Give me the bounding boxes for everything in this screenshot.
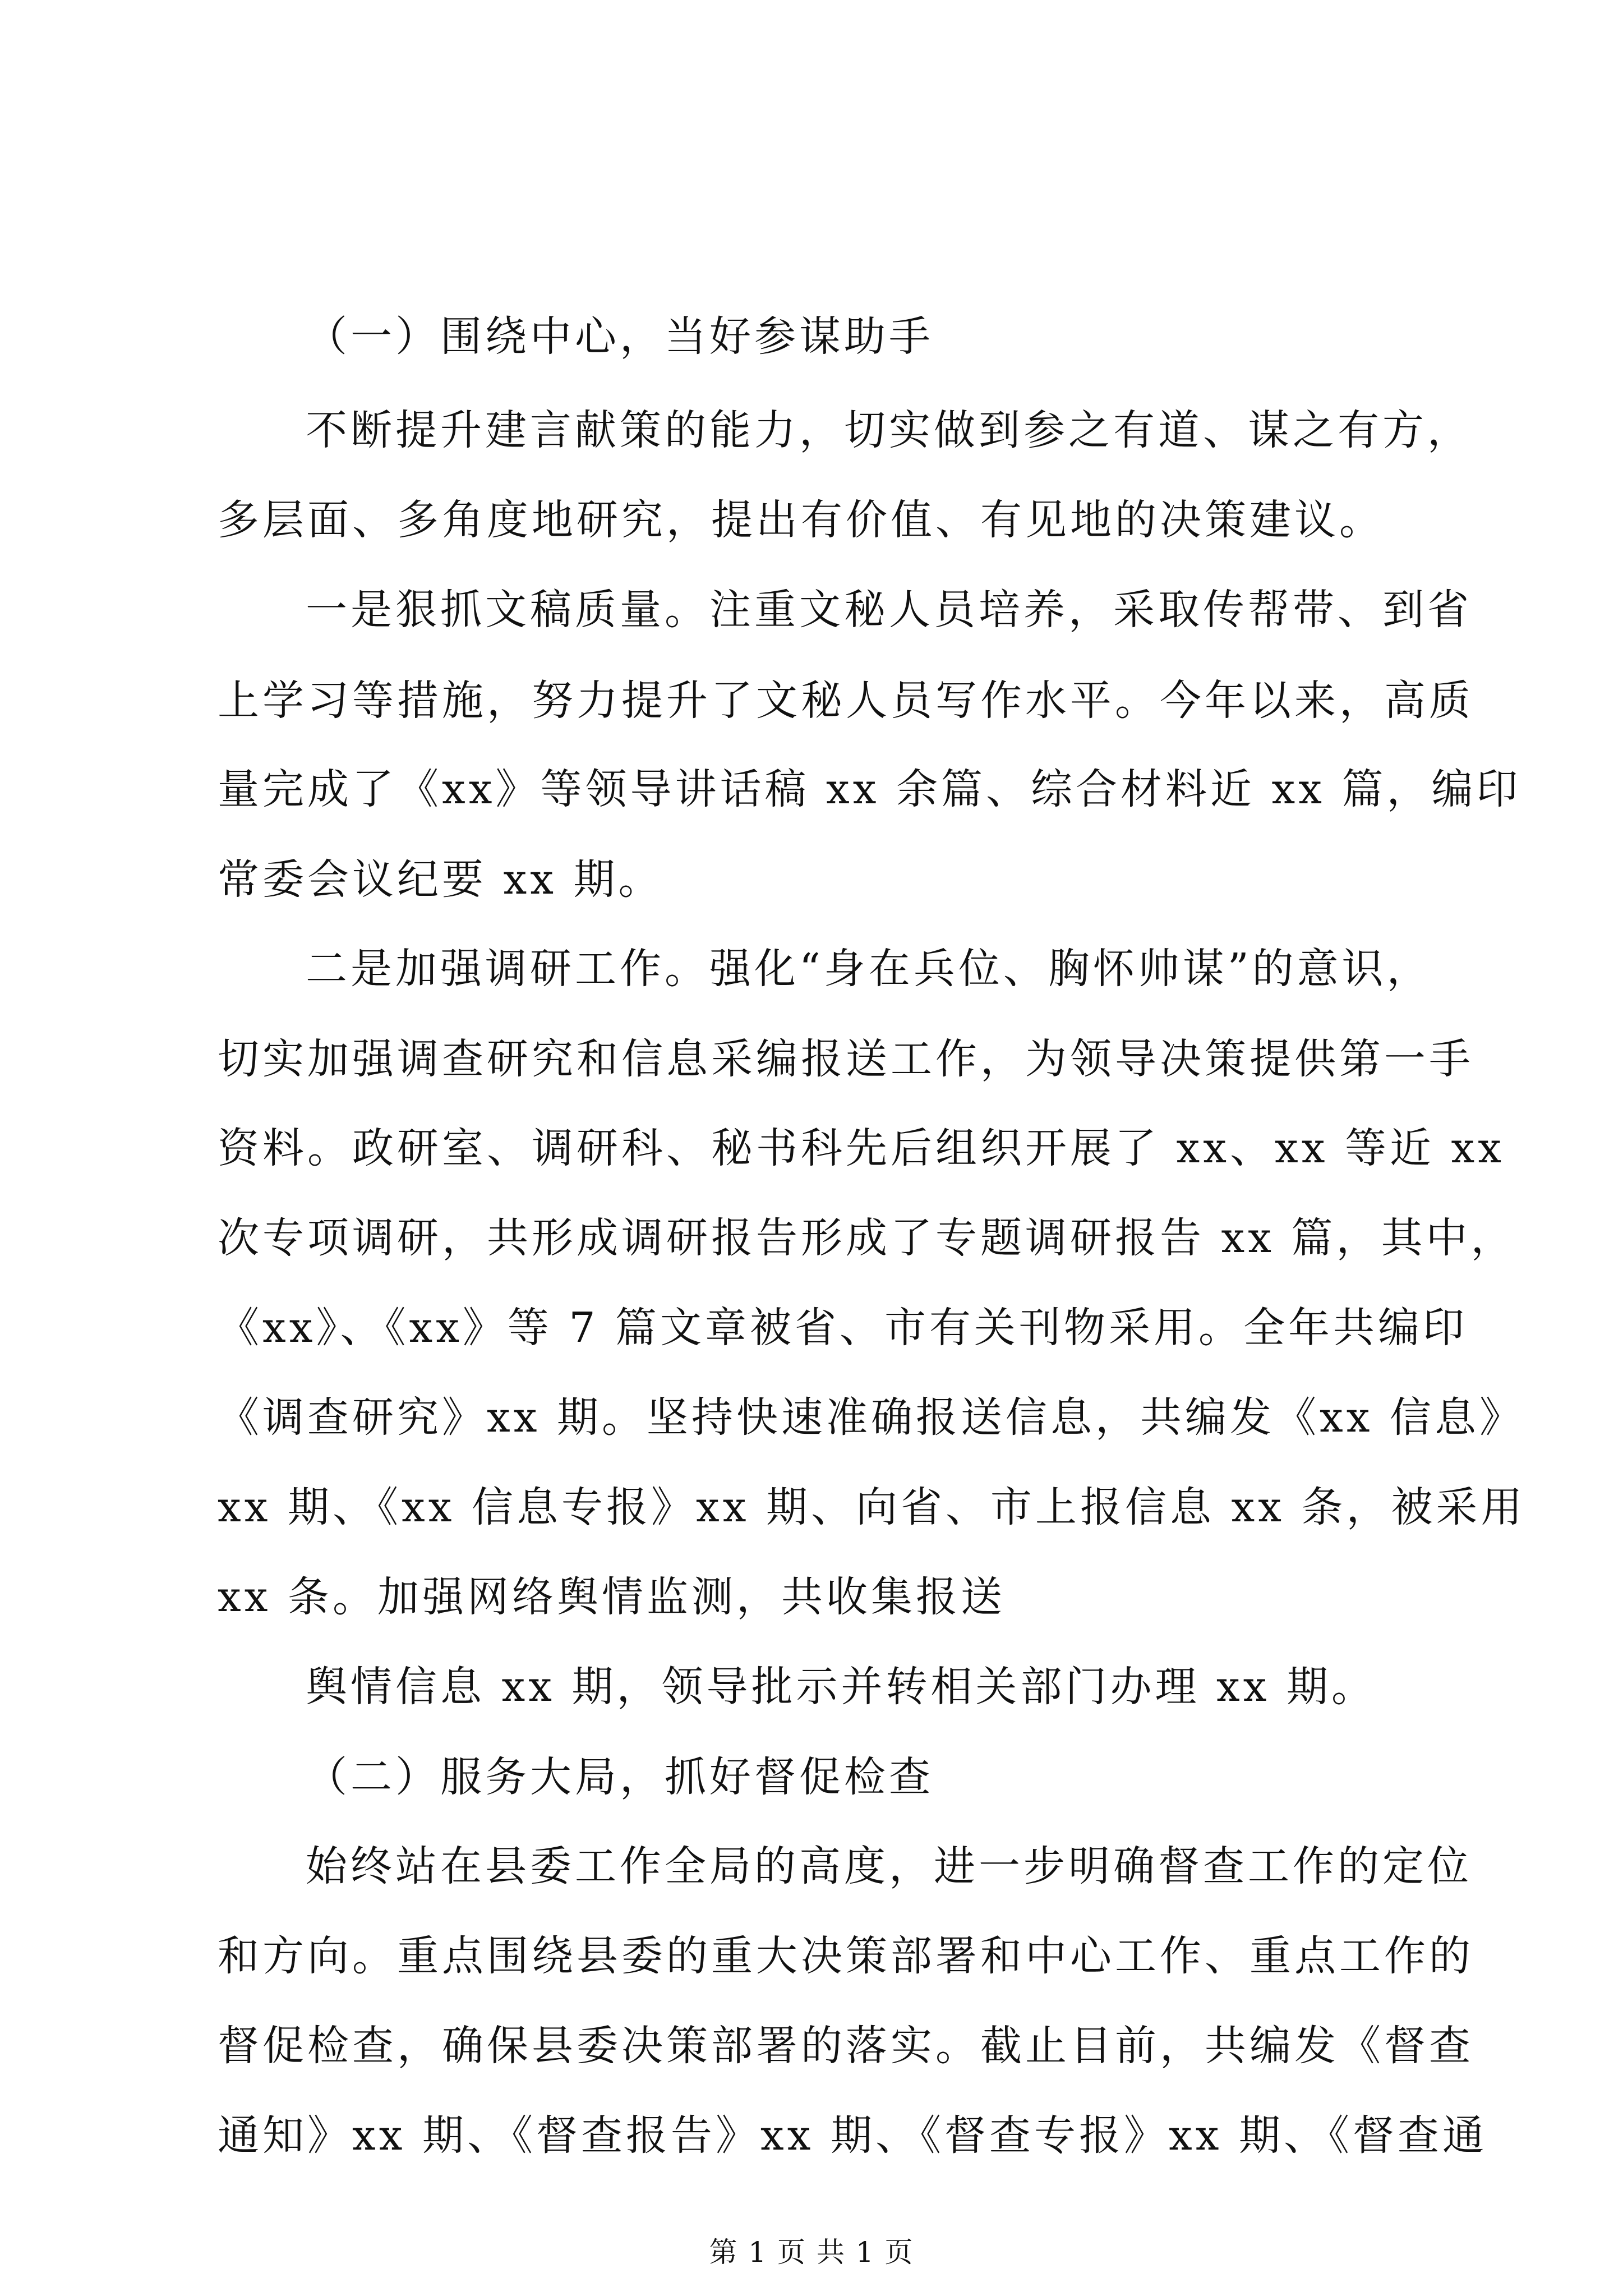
paragraph-line: 通知》xx 期、《督查报告》xx 期、《督查专报》xx 期、《督查通 — [218, 2111, 1487, 2160]
paragraph-line: 不断提升建言献策的能力，切实做到参之有道、谋之有方， — [306, 406, 1472, 454]
paragraph-line: 二是加强调研工作。强化“身在兵位、胸怀帅谋”的意识， — [306, 945, 1432, 993]
paragraph-line: 常委会议纪要 xx 期。 — [218, 855, 663, 904]
paragraph-line: 切实加强调查研究和信息采编报送工作，为领导决策提供第一手 — [218, 1035, 1474, 1083]
section-heading-2: （二）服务大局，抓好督促检查 — [306, 1753, 934, 1801]
paragraph-line: 次专项调研，共形成调研报告形成了专题调研报告 xx 篇，其中， — [218, 1214, 1516, 1262]
paragraph-line: 资料。政研室、调研科、秘书科先后组织开展了 xx、xx 等近 xx — [218, 1124, 1505, 1172]
page-footer: 第 1 页 共 1 页 — [709, 2236, 914, 2269]
paragraph-line: 《调查研究》xx 期。坚持快速准确报送信息，共编发《xx 信息》 — [218, 1393, 1524, 1442]
paragraph-line: 量完成了《xx》等领导讲话稿 xx 余篇、综合材料近 xx 篇，编印 — [218, 765, 1521, 813]
paragraph-line: xx 条。加强网络舆情监测，共收集报送 — [218, 1573, 1006, 1621]
paragraph-line: xx 期、《xx 信息专报》xx 期、向省、市上报信息 xx 条，被采用 — [218, 1483, 1526, 1531]
paragraph-line: 和方向。重点围绕县委的重大决策部署和中心工作、重点工作的 — [218, 1932, 1474, 1980]
paragraph-line: 一是狠抓文稿质量。注重文秘人员培养，采取传帮带、到省 — [306, 586, 1472, 634]
section-heading-1: （一）围绕中心，当好参谋助手 — [306, 312, 934, 361]
paragraph-line: 多层面、多角度地研究，提出有价值、有见地的决策建议。 — [218, 496, 1384, 544]
paragraph-line: 督促检查，确保县委决策部署的落实。截止目前，共编发《督查 — [218, 2022, 1474, 2070]
paragraph-line: 舆情信息 xx 期，领导批示并转相关部门办理 xx 期。 — [306, 1663, 1377, 1711]
paragraph-line: 始终站在县委工作全局的高度，进一步明确督查工作的定位 — [306, 1842, 1472, 1890]
paragraph-line: 《xx》、《xx》等 7 篇文章被省、市有关刊物采用。全年共编印 — [218, 1304, 1468, 1352]
paragraph-line: 上学习等措施，努力提升了文秘人员写作水平。今年以来，高质 — [218, 677, 1474, 725]
